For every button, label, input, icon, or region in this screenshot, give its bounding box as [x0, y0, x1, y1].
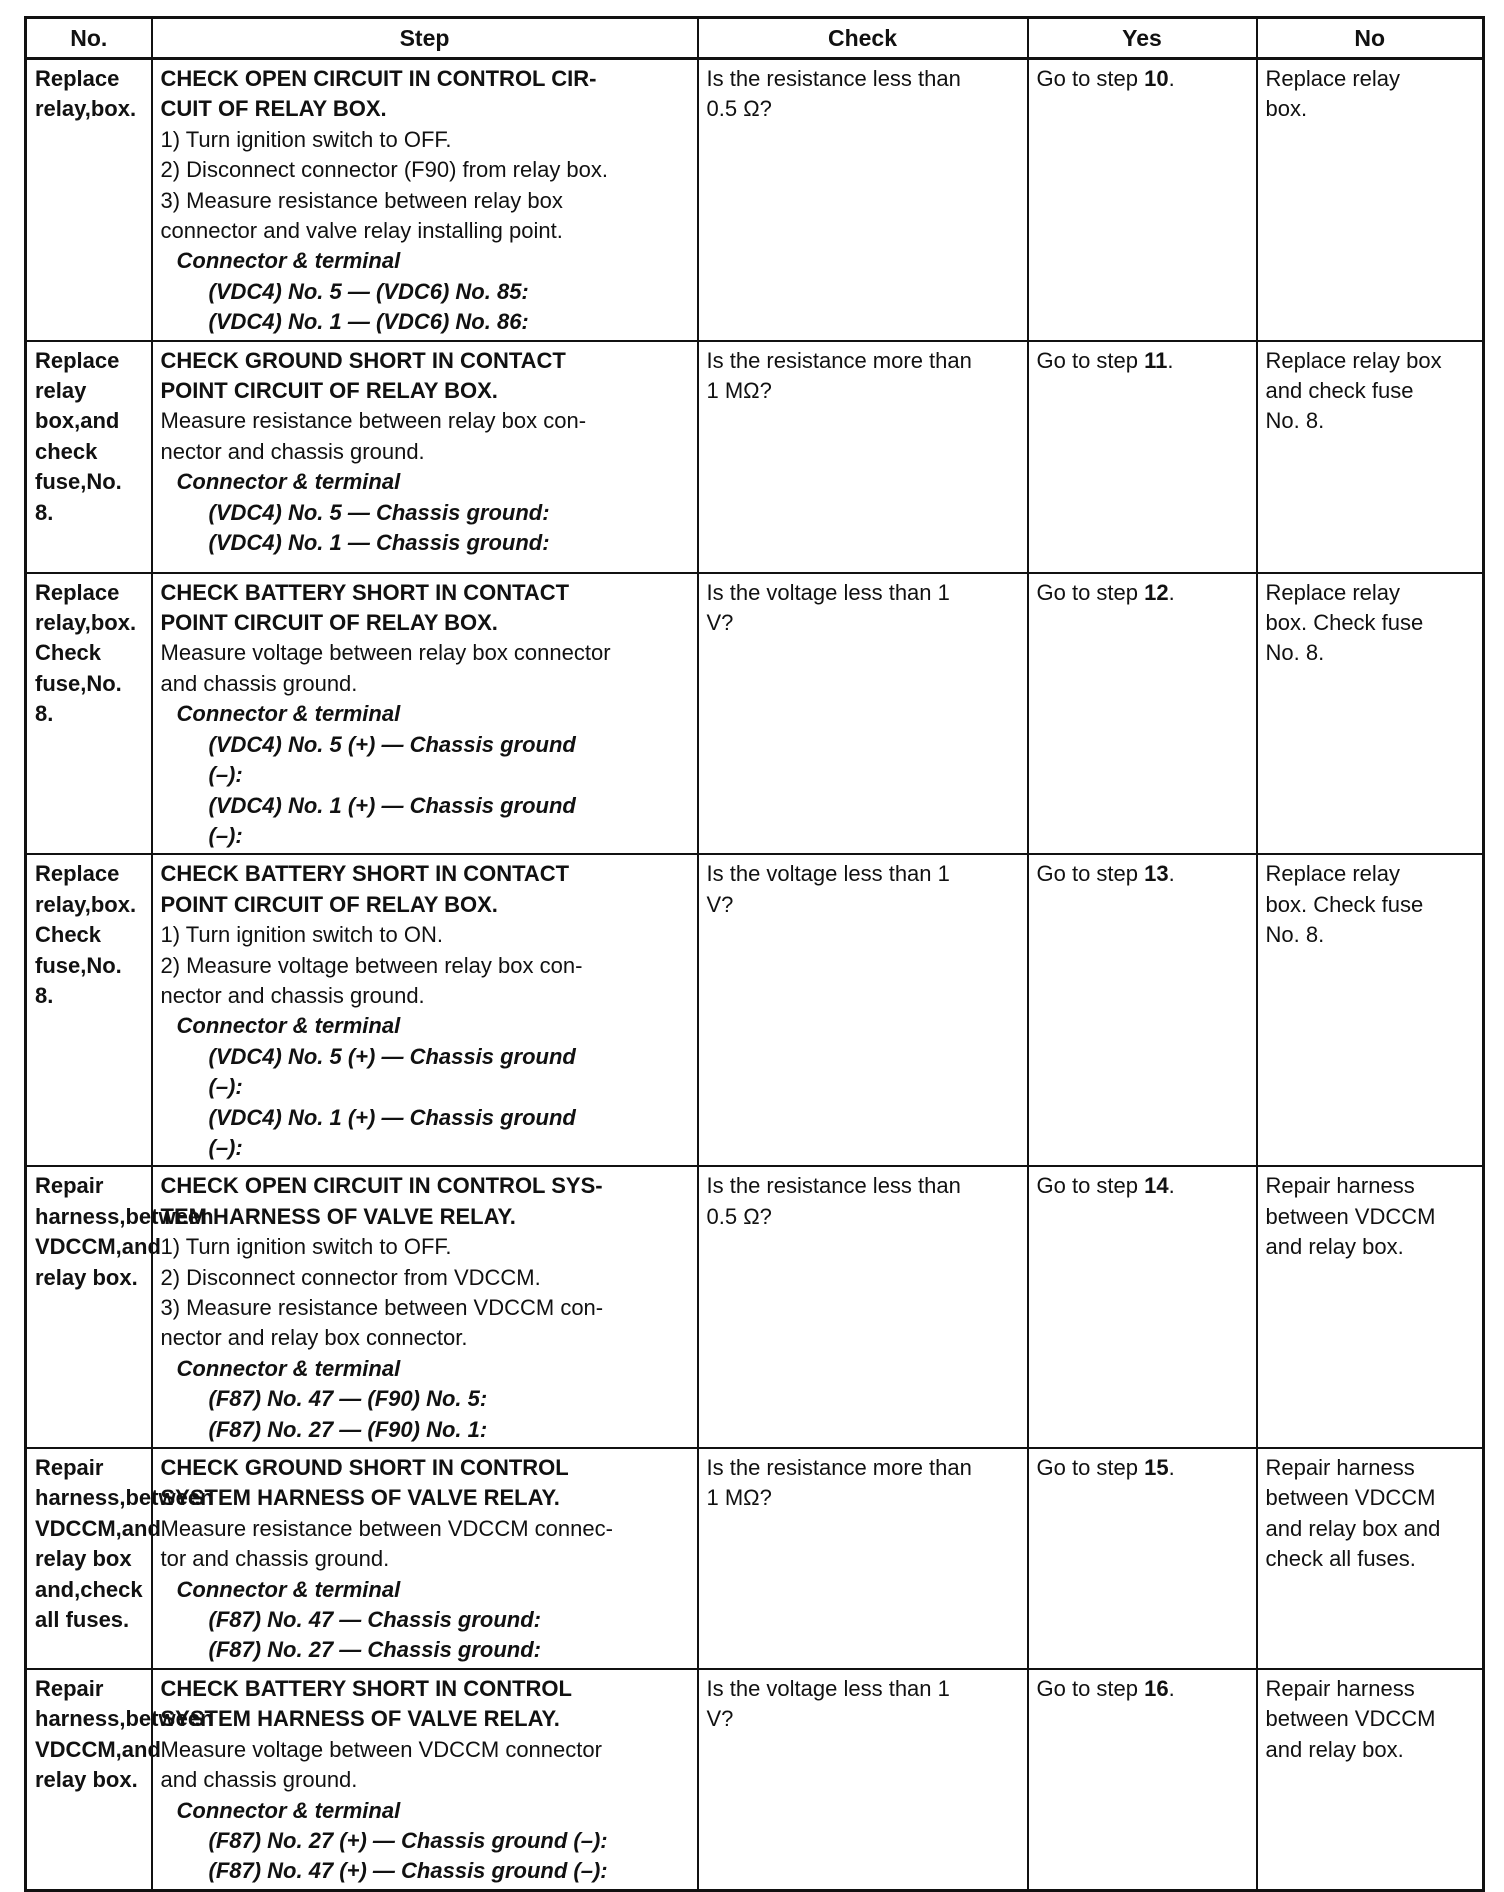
- no-cell: [1257, 573, 1484, 855]
- terminal-spec: (VDC4) No. 1 (+) — Chassis ground: [208, 792, 576, 818]
- step-instruction: nector and chassis ground.: [160, 438, 425, 464]
- no-action: and relay box.: [1265, 1234, 1404, 1260]
- step-instruction: 1) Turn ignition switch to OFF.: [160, 126, 452, 152]
- no-cell: [1257, 1669, 1484, 1890]
- terminal-spec: (F87) No. 27 — (F90) No. 1:: [208, 1416, 488, 1442]
- yes-suffix: .: [1168, 66, 1175, 91]
- step-title: POINT CIRCUIT OF RELAY BOX.: [160, 378, 498, 404]
- check-question: 0.5 Ω?: [706, 96, 772, 122]
- terminal-spec: (VDC4) No. 5 (+) — Chassis ground: [208, 731, 576, 757]
- no-action: between VDCCM: [1265, 1203, 1436, 1229]
- check-question: 1 MΩ?: [706, 1485, 772, 1511]
- check-cell: [698, 1669, 1028, 1890]
- step-cell: [152, 341, 698, 573]
- step-number: Replace relay,box.: [26, 59, 152, 341]
- no-action: Replace relay: [1265, 861, 1401, 887]
- no-action: Repair harness: [1265, 1173, 1415, 1199]
- table-body: [26, 59, 1484, 1891]
- yes-step-ref: 15: [1144, 1455, 1169, 1481]
- step-title: CHECK BATTERY SHORT IN CONTROL: [160, 1675, 572, 1701]
- no-action: Repair harness: [1265, 1675, 1415, 1701]
- step-instruction: nector and relay box connector.: [160, 1325, 468, 1351]
- step-instruction: Measure resistance between relay box con-: [160, 408, 587, 434]
- step-number: Repair harness,between VDCCM,and relay box.: [26, 1166, 152, 1448]
- table-row: [26, 1166, 1484, 1448]
- diagnostic-table: [24, 16, 1485, 1892]
- terminal-spec: (F87) No. 27 (+) — Chassis ground (–):: [208, 1827, 608, 1853]
- connector-terminal-heading: Connector & terminal: [176, 1797, 401, 1823]
- yes-suffix: .: [1168, 579, 1175, 605]
- step-title: TEM HARNESS OF VALVE RELAY.: [160, 1203, 516, 1229]
- terminal-spec: (VDC4) No. 5 — Chassis ground:: [208, 499, 550, 525]
- yes-prefix: Go to step: [1036, 1173, 1145, 1199]
- table-row: [26, 573, 1484, 855]
- connector-terminal-heading: Connector & terminal: [176, 701, 401, 727]
- check-question: Is the resistance less than: [706, 66, 961, 91]
- yes-cell: [1028, 59, 1257, 341]
- yes-step-ref: 14: [1144, 1173, 1169, 1199]
- step-number: Repair harness,between VDCCM,and relay box.: [26, 1669, 152, 1890]
- yes-cell: [1028, 1448, 1257, 1669]
- no-action: box. Check fuse: [1265, 610, 1424, 636]
- no-action: and check fuse: [1265, 378, 1414, 404]
- table-row: [26, 1669, 1484, 1890]
- yes-prefix: Go to step: [1036, 1455, 1145, 1481]
- step-number: Repair harness,between VDCCM,and relay box and,check all fuses.: [26, 1448, 152, 1669]
- connector-terminal-heading: Connector & terminal: [176, 1576, 401, 1602]
- step-title: CHECK BATTERY SHORT IN CONTACT: [160, 861, 570, 887]
- step-instruction: 3) Measure resistance between relay box: [160, 187, 563, 213]
- terminal-spec: (VDC4) No. 5 (+) — Chassis ground: [208, 1043, 576, 1069]
- no-action: No. 8.: [1265, 640, 1325, 666]
- step-instruction: and chassis ground.: [160, 670, 358, 696]
- check-question: Is the voltage less than 1: [706, 579, 950, 605]
- check-cell: [698, 59, 1028, 341]
- terminal-spec: (F87) No. 47 — (F90) No. 5:: [208, 1386, 488, 1412]
- step-title: CHECK GROUND SHORT IN CONTACT: [160, 347, 566, 373]
- yes-step-ref: 10: [1144, 66, 1169, 91]
- terminal-spec: (–):: [208, 1134, 243, 1160]
- header-row: [26, 18, 1484, 59]
- yes-suffix: .: [1168, 1455, 1175, 1481]
- check-question: Is the resistance more than: [706, 1455, 972, 1481]
- no-action: between VDCCM: [1265, 1706, 1436, 1732]
- table-row: [26, 341, 1484, 573]
- step-instruction: connector and valve relay installing point.: [160, 218, 563, 244]
- table-header: [26, 18, 1484, 59]
- no-action: check all fuses.: [1265, 1546, 1416, 1572]
- no-action: Repair harness: [1265, 1455, 1415, 1481]
- table-row: [26, 59, 1484, 341]
- yes-prefix: Go to step: [1036, 1675, 1145, 1701]
- step-title: CHECK OPEN CIRCUIT IN CONTROL SYS-: [160, 1173, 603, 1199]
- step-instruction: nector and chassis ground.: [160, 982, 425, 1008]
- terminal-spec: (F87) No. 47 — Chassis ground:: [208, 1607, 541, 1633]
- check-question: 1 MΩ?: [706, 378, 772, 404]
- yes-step-ref: 13: [1144, 861, 1169, 887]
- step-number: Replace relay,box. Check fuse,No. 8.: [26, 854, 152, 1166]
- yes-suffix: .: [1167, 347, 1174, 373]
- header-step: Step: [152, 18, 698, 59]
- yes-cell: [1028, 854, 1257, 1166]
- no-cell: [1257, 341, 1484, 573]
- header-no-result: No: [1257, 18, 1484, 59]
- step-instruction: tor and chassis ground.: [160, 1546, 390, 1572]
- step-cell: [152, 573, 698, 855]
- step-instruction: Measure resistance between VDCCM connec-: [160, 1515, 613, 1541]
- check-question: Is the voltage less than 1: [706, 1675, 950, 1701]
- check-question: V?: [706, 610, 734, 636]
- yes-cell: [1028, 1166, 1257, 1448]
- terminal-spec: (F87) No. 47 (+) — Chassis ground (–):: [208, 1858, 608, 1884]
- step-instruction: 2) Measure voltage between relay box con-: [160, 952, 583, 978]
- table-row: [26, 854, 1484, 1166]
- table-row: [26, 1448, 1484, 1669]
- terminal-spec: (–):: [208, 762, 243, 788]
- step-title: CHECK GROUND SHORT IN CONTROL: [160, 1455, 569, 1481]
- no-action: Replace relay: [1265, 66, 1401, 91]
- check-cell: [698, 1166, 1028, 1448]
- yes-prefix: Go to step: [1036, 579, 1145, 605]
- connector-terminal-heading: Connector & terminal: [176, 248, 401, 274]
- step-cell: [152, 854, 698, 1166]
- check-cell: [698, 1448, 1028, 1669]
- yes-suffix: .: [1168, 1173, 1175, 1199]
- step-title: CUIT OF RELAY BOX.: [160, 96, 387, 122]
- yes-prefix: Go to step: [1036, 347, 1145, 373]
- step-instruction: 2) Disconnect connector from VDCCM.: [160, 1264, 541, 1290]
- check-cell: [698, 341, 1028, 573]
- no-action: Replace relay box: [1265, 347, 1442, 373]
- no-action: No. 8.: [1265, 922, 1325, 948]
- terminal-spec: (–):: [208, 822, 243, 848]
- no-action: and relay box.: [1265, 1736, 1404, 1762]
- header-no: No.: [26, 18, 152, 59]
- yes-step-ref: 11: [1144, 347, 1168, 373]
- step-cell: [152, 1669, 698, 1890]
- terminal-spec: (VDC4) No. 5 — (VDC6) No. 85:: [208, 278, 529, 304]
- step-cell: [152, 59, 698, 341]
- yes-cell: [1028, 1669, 1257, 1890]
- no-action: between VDCCM: [1265, 1485, 1436, 1511]
- step-title: SYSTEM HARNESS OF VALVE RELAY.: [160, 1485, 560, 1511]
- step-instruction: Measure voltage between relay box connector: [160, 640, 611, 666]
- yes-prefix: Go to step: [1036, 861, 1145, 887]
- no-action: box.: [1265, 96, 1308, 122]
- diagnostic-procedure-sheet: [24, 16, 1482, 1892]
- check-question: V?: [706, 1706, 734, 1732]
- no-cell: [1257, 59, 1484, 341]
- header-yes: Yes: [1028, 18, 1257, 59]
- terminal-spec: (VDC4) No. 1 — Chassis ground:: [208, 530, 550, 556]
- step-number: Replace relay box,and check fuse,No. 8.: [26, 341, 152, 573]
- connector-terminal-heading: Connector & terminal: [176, 1355, 401, 1381]
- step-title: CHECK BATTERY SHORT IN CONTACT: [160, 579, 570, 605]
- step-title: POINT CIRCUIT OF RELAY BOX.: [160, 891, 498, 917]
- check-cell: [698, 573, 1028, 855]
- yes-suffix: .: [1168, 1675, 1175, 1701]
- no-action: Replace relay: [1265, 579, 1401, 605]
- step-cell: [152, 1448, 698, 1669]
- check-question: Is the voltage less than 1: [706, 861, 950, 887]
- yes-cell: [1028, 573, 1257, 855]
- terminal-spec: (VDC4) No. 1 (+) — Chassis ground: [208, 1104, 576, 1130]
- check-question: Is the resistance more than: [706, 347, 972, 373]
- step-title: SYSTEM HARNESS OF VALVE RELAY.: [160, 1706, 560, 1732]
- check-question: 0.5 Ω?: [706, 1203, 772, 1229]
- terminal-spec: (F87) No. 27 — Chassis ground:: [208, 1637, 541, 1663]
- step-instruction: and chassis ground.: [160, 1767, 358, 1793]
- connector-terminal-heading: Connector & terminal: [176, 469, 401, 495]
- terminal-spec: (–):: [208, 1074, 243, 1100]
- connector-terminal-heading: Connector & terminal: [176, 1013, 401, 1039]
- no-cell: [1257, 1448, 1484, 1669]
- no-action: and relay box and: [1265, 1515, 1441, 1541]
- step-title: POINT CIRCUIT OF RELAY BOX.: [160, 610, 498, 636]
- step-instruction: 1) Turn ignition switch to OFF.: [160, 1234, 452, 1260]
- step-number: Replace relay,box. Check fuse,No. 8.: [26, 573, 152, 855]
- no-cell: [1257, 1166, 1484, 1448]
- no-action: No. 8.: [1265, 408, 1325, 434]
- no-action: box. Check fuse: [1265, 891, 1424, 917]
- step-instruction: 1) Turn ignition switch to ON.: [160, 922, 443, 948]
- yes-suffix: .: [1168, 861, 1175, 887]
- step-title: CHECK OPEN CIRCUIT IN CONTROL CIR-: [160, 66, 597, 91]
- header-check: Check: [698, 18, 1028, 59]
- check-question: Is the resistance less than: [706, 1173, 961, 1199]
- yes-step-ref: 12: [1144, 579, 1169, 605]
- check-question: V?: [706, 891, 734, 917]
- step-instruction: 2) Disconnect connector (F90) from relay box.: [160, 157, 609, 183]
- step-instruction: Measure voltage between VDCCM connector: [160, 1736, 602, 1762]
- step-cell: [152, 1166, 698, 1448]
- step-instruction: 3) Measure resistance between VDCCM con-: [160, 1295, 604, 1320]
- check-cell: [698, 854, 1028, 1166]
- yes-prefix: Go to step: [1036, 66, 1145, 91]
- no-cell: [1257, 854, 1484, 1166]
- terminal-spec: (VDC4) No. 1 — (VDC6) No. 86:: [208, 309, 529, 335]
- yes-step-ref: 16: [1144, 1675, 1169, 1701]
- yes-cell: [1028, 341, 1257, 573]
